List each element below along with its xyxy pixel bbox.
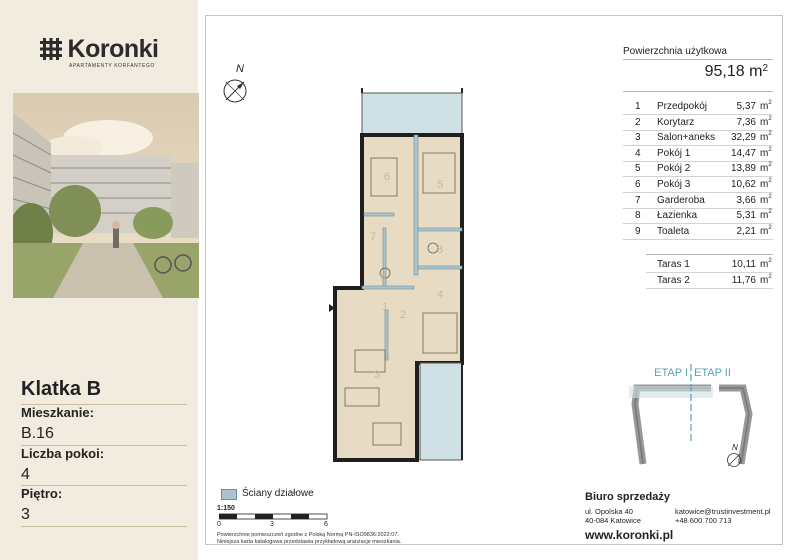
logo-grid-icon	[40, 38, 62, 60]
plan-label: 9	[379, 272, 387, 284]
room-name: Garderoba	[657, 194, 705, 206]
row-divider	[623, 208, 773, 209]
scale-tick: 0	[217, 521, 221, 528]
terrace-1-area	[362, 93, 462, 135]
terrace-unit: $m^2$	[760, 258, 772, 270]
scale-ratio: 1:150	[217, 505, 235, 512]
room-number: 6	[635, 179, 641, 190]
klatka-label: Klatka B	[21, 378, 102, 400]
room-unit: $m^2$	[760, 146, 772, 159]
room-number: 7	[635, 194, 641, 206]
terrace-2-area	[420, 363, 462, 460]
row-divider	[646, 272, 773, 273]
area-title: Powierzchnia użytkowa	[623, 46, 727, 57]
plan-label: 6	[383, 171, 391, 183]
area-divider	[623, 91, 773, 92]
sidebar	[0, 0, 198, 560]
brand-tagline: APARTAMENTY KORFANTEGO	[69, 63, 155, 69]
scale-bar	[219, 513, 331, 521]
room-name: Toaleta	[657, 225, 690, 237]
scale-tick: 3	[270, 521, 274, 528]
plan-label: 2	[399, 309, 407, 321]
pokoje-value: 4	[21, 466, 30, 483]
room-unit: $m^2$	[760, 100, 772, 112]
disclaimer-line-1: Powierzchnie pomieszczeń zgodne z Polską Normą PN-ISO9836:2022:07.	[217, 532, 399, 538]
site-plan	[615, 360, 771, 472]
sales-email-link[interactable]: katowice@trustinvestment.pl	[675, 507, 771, 516]
area-divider	[623, 59, 773, 60]
room-area: 13,89	[730, 163, 756, 175]
plan-label: 5	[436, 179, 444, 191]
room-number: 3	[635, 132, 641, 144]
total-area: 95,18 $m^2$	[704, 63, 768, 80]
room-area: 14,47	[730, 147, 756, 159]
row-divider	[623, 161, 773, 162]
room-area: 5,31	[736, 210, 756, 222]
room-number: 4	[635, 147, 641, 159]
row-divider	[623, 192, 773, 193]
row-divider	[623, 223, 773, 224]
row-divider	[623, 114, 773, 115]
row-divider	[646, 254, 773, 255]
room-number: 2	[635, 116, 641, 128]
disclaimer-line-2: Niniejsza karta katalogowa przedstawia przykładową aranżacje mieszkania.	[217, 539, 402, 545]
room-name: Salon+aneks	[657, 132, 716, 144]
row-divider	[623, 145, 773, 146]
mieszkanie-label: Mieszkanie:	[21, 405, 94, 420]
room-number: 8	[635, 210, 641, 222]
room-name: Pokój 2	[657, 163, 691, 175]
walls-legend-swatch	[221, 489, 237, 500]
site-compass-icon	[726, 452, 742, 468]
room-name: Łazienka	[657, 210, 698, 222]
room-name: Korytarz	[657, 116, 695, 128]
room-area: 7,36	[736, 116, 756, 128]
room-name: Przedpokój	[657, 101, 708, 112]
row-divider	[646, 288, 773, 289]
sales-street: ul. Opolska 40	[585, 507, 633, 516]
stage-2-label: ETAP II	[694, 367, 731, 379]
compass-label: N	[236, 63, 244, 75]
scale-tick: 6	[324, 521, 328, 528]
building-photo	[13, 93, 199, 298]
plan-label: 4	[436, 289, 444, 301]
row-divider	[623, 239, 773, 240]
room-unit: $m^2$	[760, 224, 772, 237]
room-number: 1	[635, 101, 641, 112]
terrace-name: Taras 1	[657, 259, 690, 270]
divider	[21, 526, 187, 527]
terrace-name: Taras 2	[657, 274, 690, 286]
room-number: 9	[635, 225, 641, 237]
floor-plan	[325, 88, 475, 468]
room-unit: $m^2$	[760, 162, 772, 175]
room-name: Pokój 1	[657, 147, 691, 159]
row-divider	[623, 176, 773, 177]
room-area: 3,66	[736, 194, 756, 206]
room-unit: $m^2$	[760, 115, 772, 128]
room-unit: $m^2$	[760, 178, 772, 190]
pokoje-label: Liczba pokoi:	[21, 446, 105, 461]
pietro-label: Piętro:	[21, 486, 63, 501]
terrace-area: 11,76	[731, 274, 756, 286]
sales-city: 40-084 Katowice	[585, 516, 641, 525]
room-unit: $m^2$	[760, 209, 772, 222]
room-area: 10,62	[730, 179, 756, 190]
room-name: Pokój 3	[657, 179, 691, 190]
brand-logo	[0, 36, 198, 69]
stage-1-label: ETAP I	[654, 367, 688, 379]
plan-label: 8	[436, 244, 444, 256]
pietro-value: 3	[21, 506, 30, 523]
terrace-unit: $m^2$	[760, 273, 772, 286]
room-unit: $m^2$	[760, 193, 772, 206]
plan-label: 7	[369, 231, 377, 243]
room-number: 5	[635, 163, 641, 175]
sales-phone[interactable]: +48 600 700 713	[675, 516, 732, 525]
terrace-area: 10,11	[731, 259, 756, 270]
brand-name: Koronki	[67, 35, 159, 63]
site-compass-label: N	[732, 443, 738, 452]
sales-title: Biuro sprzedaży	[585, 491, 670, 503]
room-unit: $m^2$	[760, 131, 772, 144]
website-link[interactable]: www.koronki.pl	[585, 528, 674, 542]
row-divider	[623, 130, 773, 131]
room-area: 2,21	[736, 225, 756, 237]
walls-legend-label: Ściany działowe	[242, 488, 314, 499]
plan-label: 1	[381, 301, 389, 313]
compass-icon	[222, 78, 248, 104]
mieszkanie-value: B.16	[21, 425, 54, 442]
room-area: 5,37	[736, 101, 756, 112]
plan-label: 3	[373, 369, 381, 381]
room-area: 32,29	[730, 132, 756, 144]
